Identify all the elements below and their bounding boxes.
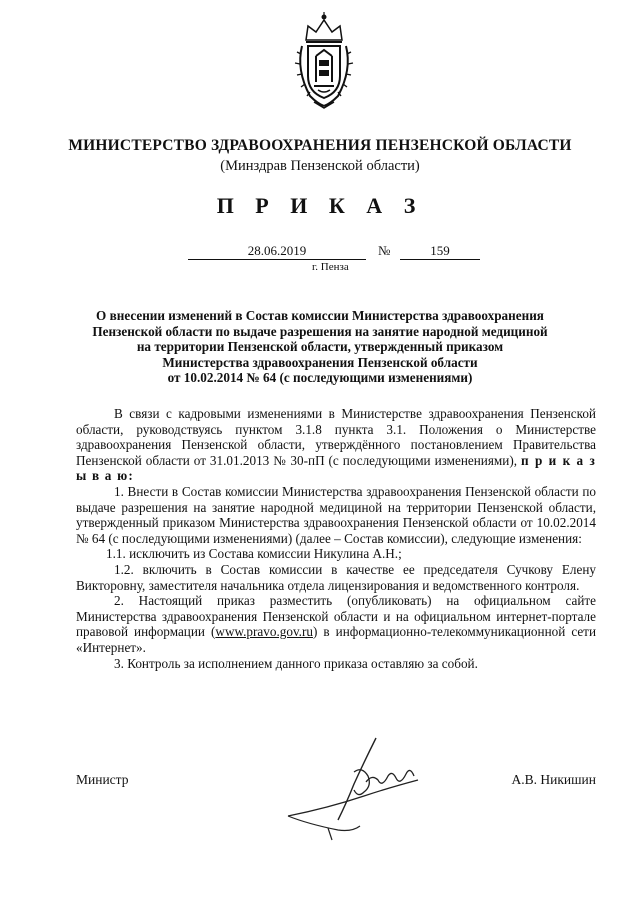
subject-line: на территории Пензенской области, утвержденный приказом xyxy=(136,339,504,355)
preamble-paragraph xyxy=(76,406,596,484)
order-subject xyxy=(70,308,570,386)
number-sign: № xyxy=(378,243,391,258)
city-label: г. Пенза xyxy=(312,261,349,273)
preamble-text: В связи с кадровыми изменениями в Министерстве здравоохранения Пензенской области, руководствуясь пунктом 3.1.8 пункта 3.1. Положения о Министерстве здравоохранения Пензенской области, утверждённого постановлением Правительства Пензенской области от 31.01.2013 № 30-пП (с последующими изменениями), xyxy=(76,406,596,468)
subject-line: от 10.02.2014 № 64 (с последующими изменениями) xyxy=(167,370,473,386)
order-date: 28.06.2019 xyxy=(188,243,366,260)
item-1: 1. Внести в Состав комиссии Министерства здравоохранения Пензенской области по выдаче разрешения на занятие народной медициной на территории Пензенской области, утвержденный приказом Министерства здравоохранения Пензенской области от 10.02.2014 № 64 (с последующими изменениями) (далее – Состав комиссии), следующие изменения: xyxy=(76,483,596,546)
signer-position: Министр xyxy=(76,772,129,787)
order-word: п р и к а з ы в а ю: xyxy=(76,452,597,484)
handwritten-signature xyxy=(268,732,438,842)
item-3: 3. Контроль за исполнением данного приказа оставляю за собой. xyxy=(114,655,478,671)
signer-name: А.В. Никишин xyxy=(511,772,596,787)
subject-line: Министерства здравоохранения Пензенской области xyxy=(162,354,478,370)
subject-line: О внесении изменений в Состав комиссии Министерства здравоохранения xyxy=(96,308,544,323)
pravo-link[interactable]: www.pravo.gov.ru xyxy=(215,624,313,640)
order-body xyxy=(76,406,596,671)
item-2-text-end: ) в информационно-телекоммуникационной сети «Интернет». xyxy=(76,624,597,655)
item-2-text: 2. Настоящий приказ разместить (опубликовать) на официальном сайте Министерства здравоохранения Пензенской области и на официальном интернет-портале правовой информации ( xyxy=(76,593,596,640)
item-1-1: 1.1. исключить из Состава комиссии Никулина А.Н.; xyxy=(106,546,402,562)
ministry-name: МИНИСТЕРСТВО ЗДРАВООХРАНЕНИЯ ПЕНЗЕНСКОЙ ОБЛАСТИ xyxy=(68,137,572,154)
item-1-2: 1.2. включить в Состав комиссии в качестве ее председателя Сучкову Елену Викторовну, заместителя начальника отдела лицензирования и ведомственного контроля. xyxy=(76,561,596,593)
coat-of-arms-icon xyxy=(292,10,356,110)
document-type-title: П Р И К А З xyxy=(216,193,424,218)
ministry-short-name: (Минздрав Пензенской области) xyxy=(220,158,420,174)
item-2 xyxy=(76,593,596,655)
order-number: 159 xyxy=(400,243,480,260)
subject-line: Пензенской области по выдаче разрешения на занятие народной медициной xyxy=(92,323,548,339)
